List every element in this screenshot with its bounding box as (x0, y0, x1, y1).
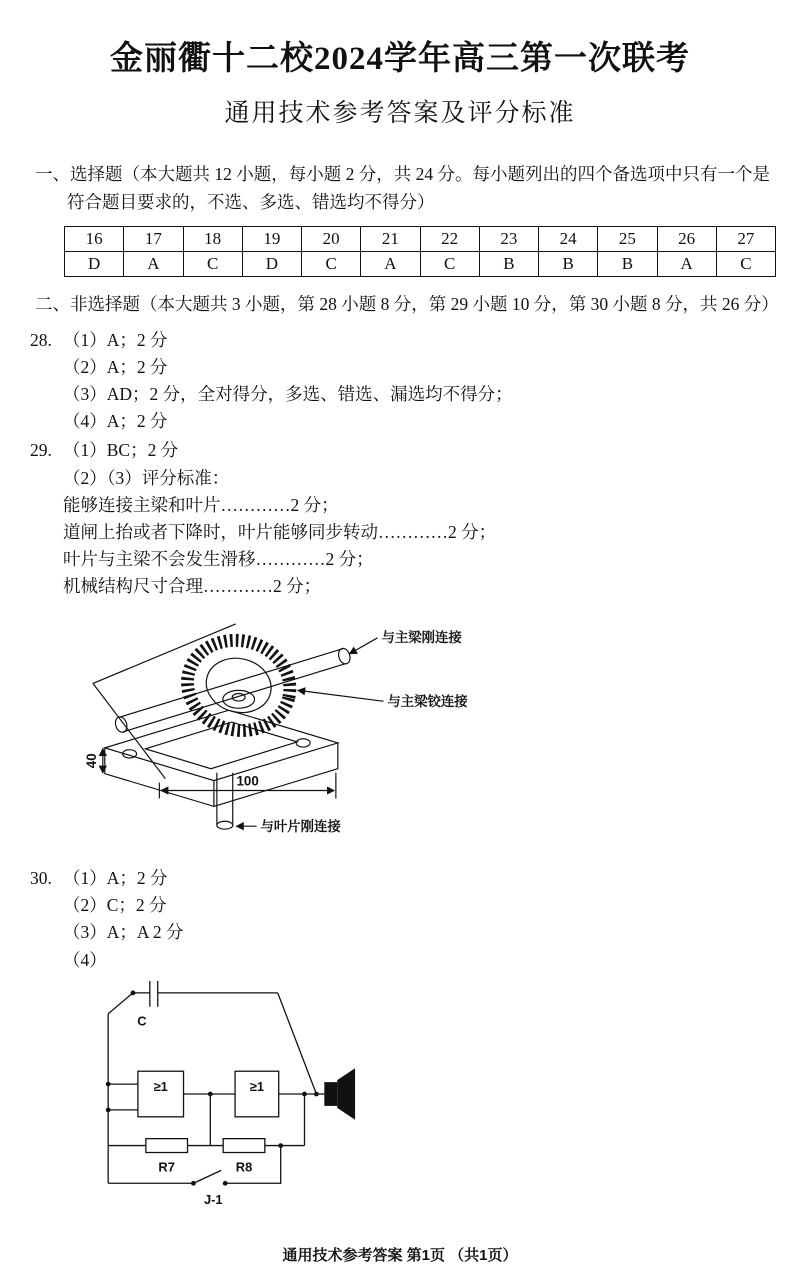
answer-cell: D (65, 252, 124, 277)
scoring-criteria-line: 叶片与主梁不会发生滑移…………2 分； (63, 548, 374, 569)
scoring-criteria-line: 机械结构尺寸合理…………2 分； (63, 576, 322, 597)
answer-cell: A (361, 252, 420, 277)
section2-heading: 二、非选择题（本大题共 3 小题，第 28 小题 8 分，第 29 小题 10 分，第 30 小题 8 分，共 26 分） (35, 294, 779, 315)
circuit-figure-wrapper (85, 980, 770, 1218)
question-number: 28. (30, 329, 52, 350)
question-number-cell: 19 (242, 227, 301, 252)
figure2-gate2-label: ≥1 (249, 1078, 265, 1094)
question-number-cell: 16 (65, 227, 124, 252)
question-number-cell: 17 (124, 227, 183, 252)
callout-arrow-hinge-beam (298, 691, 383, 702)
speaker-driver (324, 1082, 337, 1106)
answer-table-number-row (65, 227, 776, 252)
mechanism-figure-wrapper (85, 614, 770, 857)
answer-cell: B (479, 252, 538, 277)
figure1-label-rigid-blade: 与叶片刚连接 (260, 819, 341, 835)
answer-cell: C (716, 252, 775, 277)
question-number: 29. (30, 440, 52, 461)
answer-cell: A (124, 252, 183, 277)
answer-line (30, 327, 770, 354)
answer-cell: C (420, 252, 479, 277)
question-number-cell: 23 (479, 227, 538, 252)
scoring-criteria-line: 道闸上抬或者下降时，叶片能够同步转动…………2 分； (63, 521, 497, 542)
gear-teeth-ring (178, 630, 300, 742)
question-number-cell: 25 (598, 227, 657, 252)
figure1-dim-100: 100 (236, 773, 259, 789)
question-30-answers (30, 865, 770, 974)
answer-cell: D (242, 252, 301, 277)
figure1-dim-40: 40 (85, 753, 99, 769)
answer-text: （1）A；2 分 (63, 868, 168, 889)
answer-line: （2）A；2 分 (63, 357, 168, 378)
question-number-cell: 20 (302, 227, 361, 252)
switch-blade (193, 1170, 221, 1183)
figure2-capacitor-label: C (137, 1013, 147, 1029)
scoring-criteria-line: 能够连接主梁和叶片…………2 分； (63, 494, 339, 515)
answer-cell: B (598, 252, 657, 277)
answer-line (30, 437, 770, 464)
question-28-answers (30, 327, 770, 436)
section1-heading: 一、选择题（本大题共 12 小题，每小题 2 分，共 24 分。每小题列出的四个备选项中只有一个是符合题目要求的，不选、多选、错选均不得分） (35, 164, 770, 212)
answer-table (64, 226, 776, 277)
figure1-label-rigid-beam: 与主梁刚连接 (381, 629, 462, 645)
answer-cell: C (302, 252, 361, 277)
page-title: 金丽衢十二校2024学年高三第一次联考 (110, 41, 690, 77)
question-number-cell: 18 (183, 227, 242, 252)
figure1-label-hinge-beam: 与主梁铰连接 (387, 694, 468, 710)
circuit-wires (108, 981, 324, 1183)
answer-line: （4） (63, 949, 107, 970)
mechanism-sketch (93, 624, 384, 829)
question-number-cell: 27 (716, 227, 775, 252)
question-number-cell: 21 (361, 227, 420, 252)
answer-line: （2）（3）评分标准： (63, 467, 230, 488)
answer-line: （4）A；2 分 (63, 411, 168, 432)
answer-text: （1）A；2 分 (63, 329, 168, 350)
question-29-answers (30, 437, 770, 600)
answer-text: （1）BC；2 分 (63, 440, 179, 461)
page-footer: 通用技术参考答案 第1页 （共1页） (282, 1246, 518, 1264)
figure2-r7-label: R7 (158, 1159, 175, 1175)
circuit-speaker (324, 1068, 355, 1120)
resistor-r7 (146, 1138, 188, 1152)
answer-line: （3）A；A 2 分 (63, 922, 184, 943)
question-number-cell: 22 (420, 227, 479, 252)
figure2-switch-label: J-1 (203, 1191, 223, 1207)
question-number: 30. (30, 868, 52, 889)
resistor-r8 (223, 1138, 265, 1152)
figure2-gate1-label: ≥1 (153, 1078, 168, 1094)
answer-table-answer-row (65, 252, 776, 277)
answer-line: （2）C；2 分 (63, 895, 167, 916)
answer-cell: B (539, 252, 598, 277)
answer-line: （3）AD；2 分，全对得分，多选、错选、漏选均不得分； (63, 384, 513, 405)
question-number-cell: 26 (657, 227, 716, 252)
mechanism-figure (85, 614, 555, 852)
answer-cell: A (657, 252, 716, 277)
answer-line (30, 865, 770, 892)
speaker-cone (337, 1068, 355, 1120)
figure2-r8-label: R8 (235, 1159, 253, 1175)
question-number-cell: 24 (539, 227, 598, 252)
callout-arrow-rigid-beam (350, 638, 378, 654)
page-subtitle: 通用技术参考答案及评分标准 (224, 100, 576, 127)
answer-cell: C (183, 252, 242, 277)
circuit-figure (85, 980, 405, 1213)
